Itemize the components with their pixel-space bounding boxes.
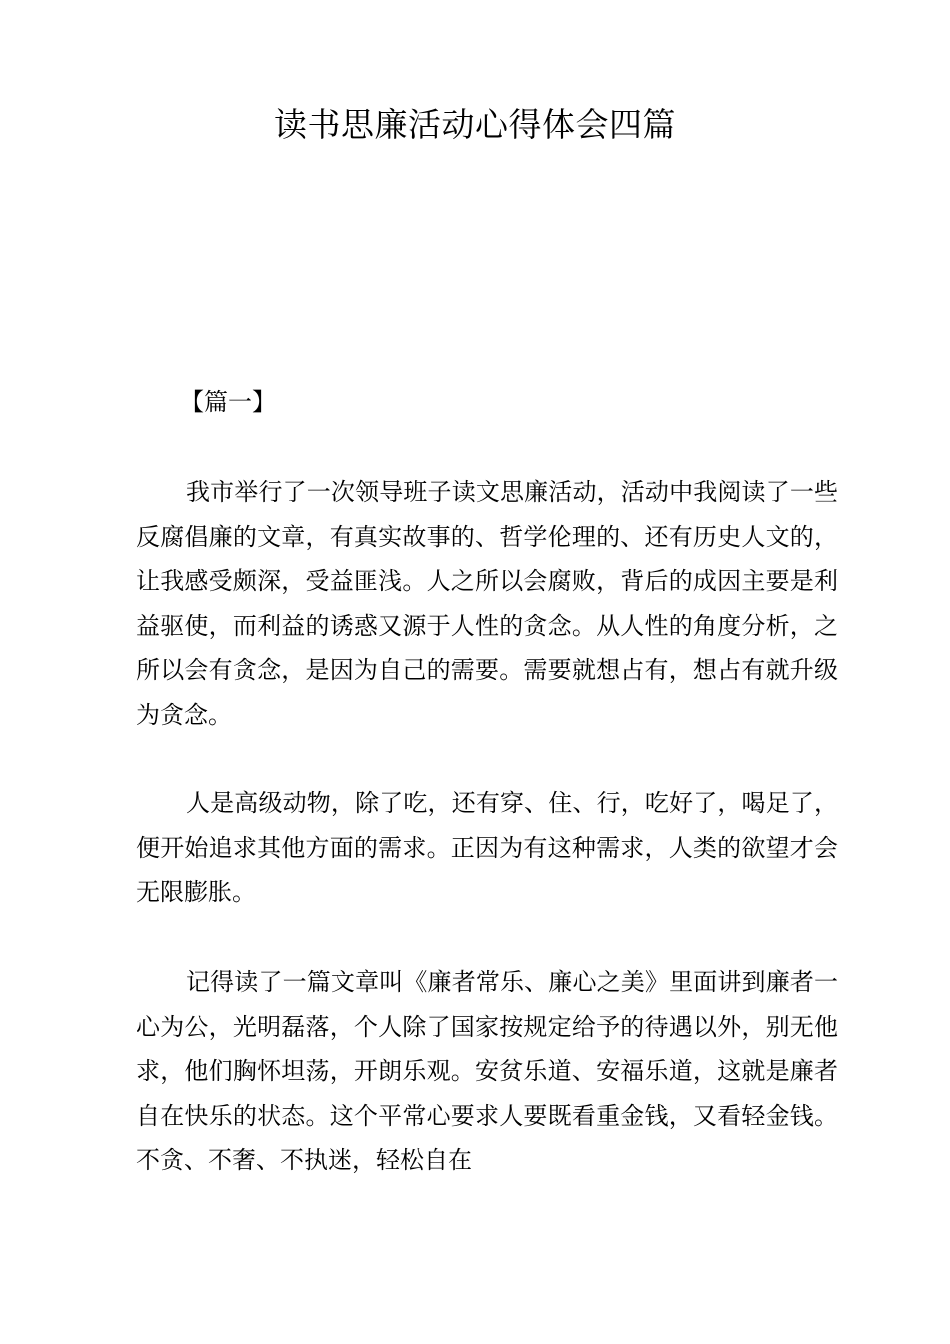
body-paragraph-1: 我市举行了一次领导班子读文思廉活动，活动中我阅读了一些反腐倡廉的文章，有真实故事的、哲学伦理的、还有历史人文的，让我感受颇深，受益匪浅。人之所以会腐败，背后的成因主要是利益驱使，而利益的诱惑又源于人性的贪念。从人性的角度分析，之所以会有贪念，是因为自己的需要。需要就想占有，想占有就升级为贪念。 — [136, 478, 838, 729]
body-paragraph-2: 人是高级动物，除了吃，还有穿、住、行，吃好了，喝足了，便开始追求其他方面的需求。正因为有这种需求，人类的欲望才会无限膨胀。 — [136, 789, 838, 906]
document-title: 读书思廉活动心得体会四篇 — [274, 105, 676, 144]
body-paragraph-3: 记得读了一篇文章叫《廉者常乐、廉心之美》里面讲到廉者一心为公，光明磊落，个人除了国家按规定给予的待遇以外，别无他求，他们胸怀坦荡，开朗乐观。安贫乐道、安福乐道，这就是廉者自在快乐的状态。这个平常心要求人要既看重金钱，又看轻金钱。不贪、不奢、不执迷，轻松自在 — [136, 968, 838, 1174]
section-heading: 【篇一】 — [180, 388, 276, 416]
